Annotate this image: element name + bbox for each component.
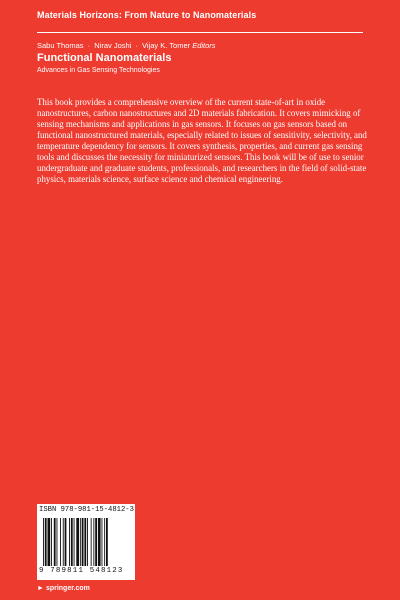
book-subtitle: Advances in Gas Sensing Technologies <box>37 67 160 74</box>
barcode-bar <box>104 518 105 566</box>
publisher-url <box>37 585 90 592</box>
barcode-digits: 9 789811 548123 <box>39 567 124 575</box>
editor-name: Vijay K. Tomer <box>142 41 191 50</box>
series-title: Materials Horizons: From Nature to Nanomaterials <box>37 10 257 20</box>
editor-separator: · <box>87 41 91 50</box>
editors-role: Editors <box>192 41 216 50</box>
barcode-bar <box>51 518 52 566</box>
barcode-bar <box>84 518 86 566</box>
barcode-bar <box>87 518 88 566</box>
barcode-bar <box>106 518 108 566</box>
barcode-bar <box>57 518 58 566</box>
barcode-bars <box>43 518 129 566</box>
header-divider <box>37 32 363 33</box>
barcode-bar <box>69 518 70 566</box>
barcode-bar <box>82 518 84 566</box>
editor-name: Nirav Joshi <box>94 41 132 50</box>
barcode-bar <box>74 518 75 566</box>
barcode-bar <box>93 518 94 566</box>
barcode-bar <box>80 518 81 566</box>
arrow-icon: ► <box>37 585 44 592</box>
book-description: This book provides a comprehensive overview of the current state-of-art in oxide nanostructures, carbon nanostructures and 2D materials fabrication. It covers mimicking of sensing mechanisms and applications in gas sensors. It focuses on gas sensors based on functional nanostructured materials, especially related to issues of sensitivity, selectivity, and temperature dependency for sensors. It covers synthesis, properties, and current gas sensing tools and discusses the necessity for miniaturized sensors. This book will be of use to senior undergraduate and graduate students, professionals, and researchers in the field of solid-state physics, materials science, surface science and chemical engineering. <box>37 97 367 184</box>
barcode-bar <box>54 518 56 566</box>
isbn-label: ISBN 978-981-15-4812-3 <box>39 506 134 514</box>
barcode-bar <box>102 518 103 566</box>
barcode-bar <box>98 518 101 566</box>
barcode-bar <box>76 518 79 566</box>
editor-name: Sabu Thomas <box>37 41 84 50</box>
barcode-bar <box>91 518 92 566</box>
publisher-url-text: springer.com <box>45 585 90 592</box>
barcode-bar <box>95 518 97 566</box>
barcode-bar <box>45 518 47 566</box>
barcode-bar <box>48 518 51 566</box>
barcode-bar <box>43 518 44 566</box>
barcode-bar <box>60 518 61 566</box>
book-title: Functional Nanomaterials <box>37 52 172 64</box>
editors-line <box>37 41 216 50</box>
barcode-bar <box>71 518 73 566</box>
barcode-bar <box>65 518 67 566</box>
editor-separator: · <box>135 41 138 50</box>
barcode-bar <box>63 518 64 566</box>
barcode <box>37 504 135 580</box>
